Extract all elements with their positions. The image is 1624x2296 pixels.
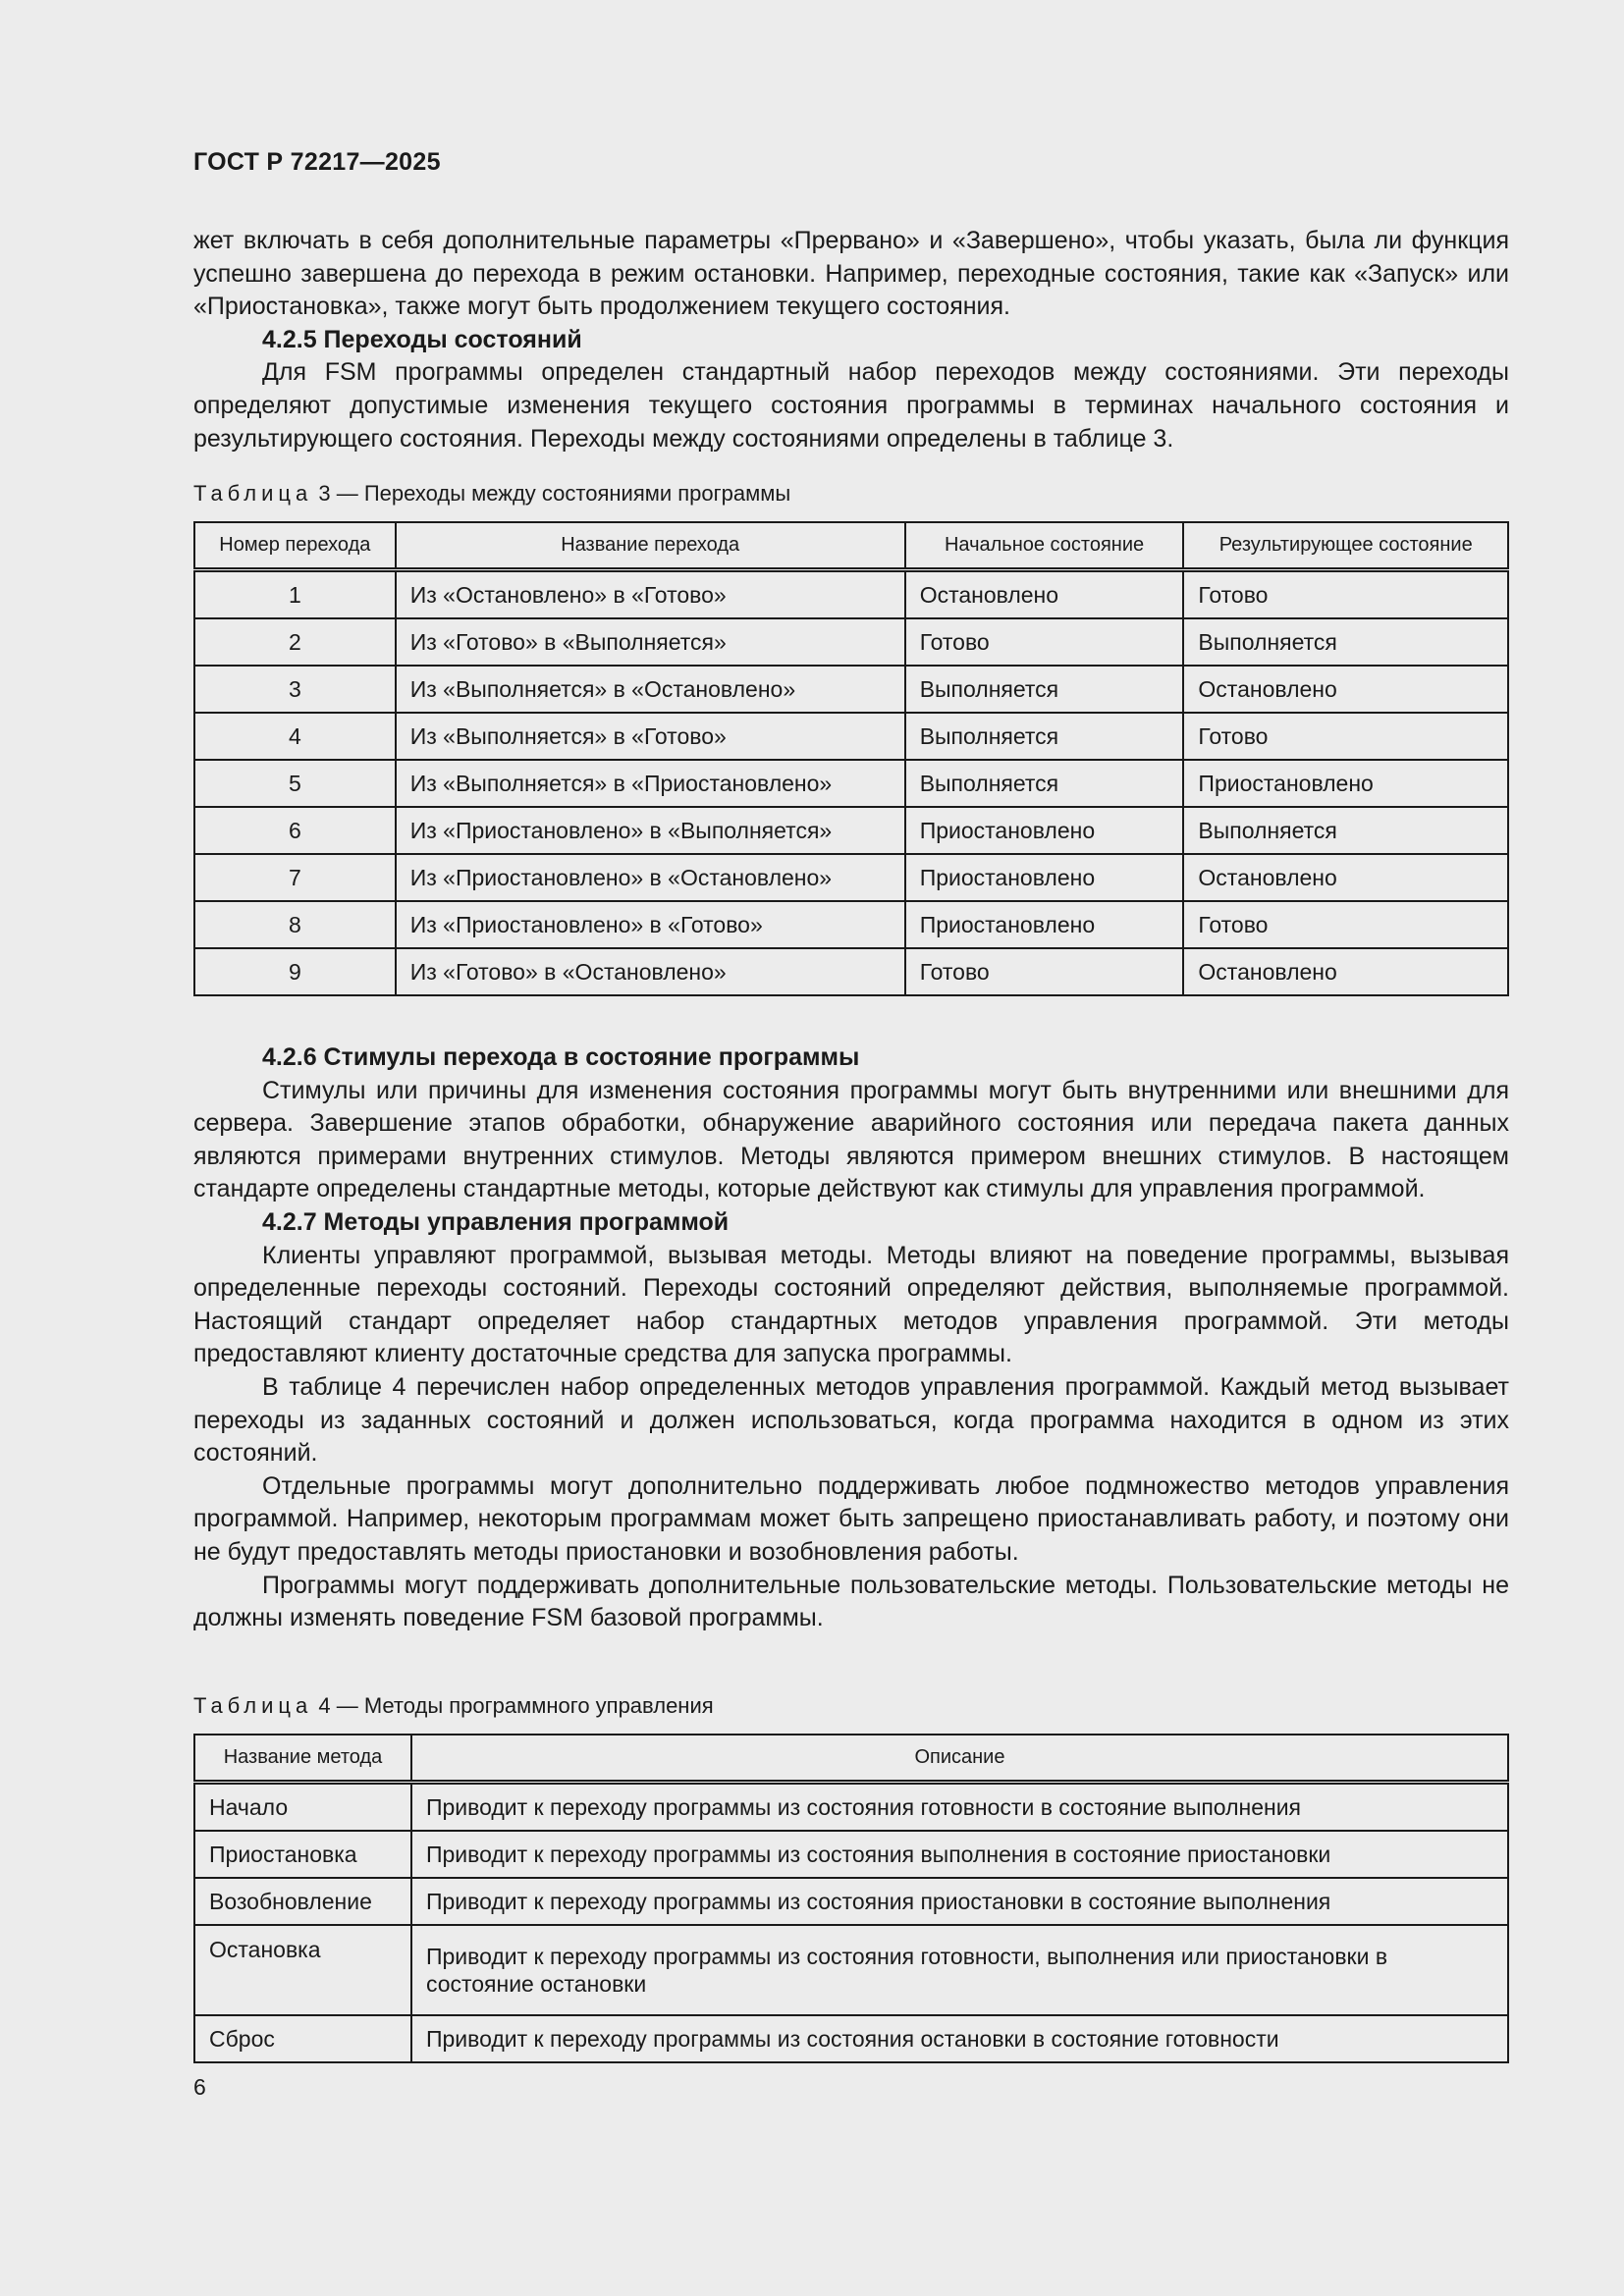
initial-state: Приостановлено: [905, 807, 1184, 854]
section-heading-4-2-7: 4.2.7 Методы управления программой: [262, 1207, 730, 1236]
initial-state: Выполняется: [905, 713, 1184, 760]
method-name: Приостановка: [194, 1831, 411, 1878]
result-state: Приостановлено: [1183, 760, 1508, 807]
initial-state: Остановлено: [905, 570, 1184, 619]
transition-number: 6: [194, 807, 396, 854]
transition-name: Из «Приостановлено» в «Готово»: [396, 901, 905, 948]
result-state: Остановлено: [1183, 666, 1508, 713]
table-row: [194, 760, 1508, 807]
table-row: [194, 807, 1508, 854]
transition-number: 9: [194, 948, 396, 995]
transition-number: 1: [194, 570, 396, 619]
method-name: Возобновление: [194, 1878, 411, 1925]
transition-number: 5: [194, 760, 396, 807]
transition-name: Из «Приостановлено» в «Остановлено»: [396, 854, 905, 901]
transition-number: 3: [194, 666, 396, 713]
initial-state: Приостановлено: [905, 901, 1184, 948]
transition-name: Из «Остановлено» в «Готово»: [396, 570, 905, 619]
method-description: Приводит к переходу программы из состояния приостановки в состояние выполнения: [411, 1878, 1508, 1925]
result-state: Остановлено: [1183, 854, 1508, 901]
table-row: [194, 666, 1508, 713]
table-row: [194, 901, 1508, 948]
table-row: [194, 1925, 1508, 2015]
table-4-control-methods: [193, 1734, 1509, 2063]
method-description: Приводит к переходу программы из состояния остановки в состояние готовности: [411, 2015, 1508, 2062]
document-id-header: ГОСТ Р 72217—2025: [193, 148, 441, 176]
table-header-cell: Результирующее состояние: [1183, 522, 1508, 570]
table-4-caption-label: Таблица: [193, 1693, 313, 1718]
result-state: Готово: [1183, 713, 1508, 760]
initial-state: Готово: [905, 618, 1184, 666]
method-name: Начало: [194, 1783, 411, 1832]
paragraph-4-2-6: Стимулы или причины для изменения состояния программы могут быть внутренними или внешними для сервера. Завершение этапов обработки, обнаружение аварийного состояния или передача пакета данных являются примерами внутренних стимулов. Методы являются примером внешних стимулов. В настоящем стандарте определены стандартные методы, которые действуют как стимулы для управления программой.: [193, 1076, 1509, 1203]
method-description: Приводит к переходу программы из состояния выполнения в состояние приостановки: [411, 1831, 1508, 1878]
table-row: [194, 1831, 1508, 1878]
method-description: Приводит к переходу программы из состояния готовности в состояние выполнения: [411, 1783, 1508, 1832]
method-name: Остановка: [194, 1925, 411, 2015]
table-4-caption: [193, 1693, 714, 1719]
table-4-caption-title: 4 — Методы программного управления: [312, 1693, 714, 1718]
transition-number: 8: [194, 901, 396, 948]
transition-number: 7: [194, 854, 396, 901]
paragraph-continuation: жет включать в себя дополнительные параметры «Прервано» и «Завершено», чтобы указать, была ли функция успешно завершена до перехода в режим остановки. Например, переходные состояния, такие как «Запуск» или «Приостановка», также могут быть продолжением текущего состояния.: [193, 227, 1509, 321]
table-row: [194, 713, 1508, 760]
transition-number: 4: [194, 713, 396, 760]
table-header-row: [194, 1735, 1508, 1783]
table-3-state-transitions: [193, 521, 1509, 996]
result-state: Готово: [1183, 901, 1508, 948]
transition-name: Из «Готово» в «Выполняется»: [396, 618, 905, 666]
table-3-caption: [193, 481, 790, 507]
body-text-block-1: [193, 225, 1509, 455]
initial-state: Выполняется: [905, 760, 1184, 807]
transition-number: 2: [194, 618, 396, 666]
transition-name: Из «Выполняется» в «Готово»: [396, 713, 905, 760]
initial-state: Приостановлено: [905, 854, 1184, 901]
table-header-row: [194, 522, 1508, 570]
transition-name: Из «Выполняется» в «Приостановлено»: [396, 760, 905, 807]
result-state: Выполняется: [1183, 807, 1508, 854]
initial-state: Готово: [905, 948, 1184, 995]
table-3-caption-label: Таблица: [193, 481, 313, 506]
result-state: Готово: [1183, 570, 1508, 619]
table-row: [194, 570, 1508, 619]
table-3-caption-title: 3 — Переходы между состояниями программы: [312, 481, 791, 506]
table-header-cell: Название метода: [194, 1735, 411, 1783]
table-header-cell: Название перехода: [396, 522, 905, 570]
paragraph-4-2-7-2: В таблице 4 перечислен набор определенных методов управления программой. Каждый метод вызывает переходы из заданных состояний и должен использоваться, когда программа находится в одном из этих состояний.: [193, 1372, 1509, 1468]
paragraph-4-2-7-3: Отдельные программы могут дополнительно поддерживать любое подмножество методов управления программой. Например, некоторым программам может быть запрещено приостанавливать работу, и поэтому они не будут предоставлять методы приостановки и возобновления работы.: [193, 1471, 1509, 1566]
method-name: Сброс: [194, 2015, 411, 2062]
paragraph-4-2-5: Для FSM программы определен стандартный набор переходов между состояниями. Эти переходы определяют допустимые изменения текущего состояния программы в терминах начального состояния и результирующего состояния. Переходы между состояниями определены в таблице 3.: [193, 358, 1509, 453]
initial-state: Выполняется: [905, 666, 1184, 713]
page-number: 6: [193, 2074, 206, 2100]
result-state: Остановлено: [1183, 948, 1508, 995]
section-heading-4-2-6: 4.2.6 Стимулы перехода в состояние программы: [262, 1043, 860, 1071]
paragraph-4-2-7-1: Клиенты управляют программой, вызывая методы. Методы влияют на поведение программы, вызывая определенные переходы состояний. Переходы состояний определяют действия, выполняемые программой. Настоящий стандарт определяет набор стандартных методов управления программой. Эти методы предоставляют клиенту достаточные средства для запуска программы.: [193, 1241, 1509, 1368]
transition-name: Из «Готово» в «Остановлено»: [396, 948, 905, 995]
table-row: [194, 854, 1508, 901]
paragraph-4-2-7-4: Программы могут поддерживать дополнительные пользовательские методы. Пользовательские методы не должны изменять поведение FSM базовой программы.: [193, 1571, 1509, 1632]
table-row: [194, 2015, 1508, 2062]
table-header-cell: Начальное состояние: [905, 522, 1184, 570]
transition-name: Из «Выполняется» в «Остановлено»: [396, 666, 905, 713]
table-header-cell: Описание: [411, 1735, 1508, 1783]
result-state: Выполняется: [1183, 618, 1508, 666]
table-row: [194, 948, 1508, 995]
transition-name: Из «Приостановлено» в «Выполняется»: [396, 807, 905, 854]
section-heading-4-2-5: 4.2.5 Переходы состояний: [262, 325, 582, 353]
body-text-block-2: [193, 1041, 1509, 1635]
method-description: Приводит к переходу программы из состояния готовности, выполнения или приостановки в состояние остановки: [411, 1925, 1508, 2015]
table-row: [194, 618, 1508, 666]
table-header-cell: Номер перехода: [194, 522, 396, 570]
table-row: [194, 1783, 1508, 1832]
table-row: [194, 1878, 1508, 1925]
